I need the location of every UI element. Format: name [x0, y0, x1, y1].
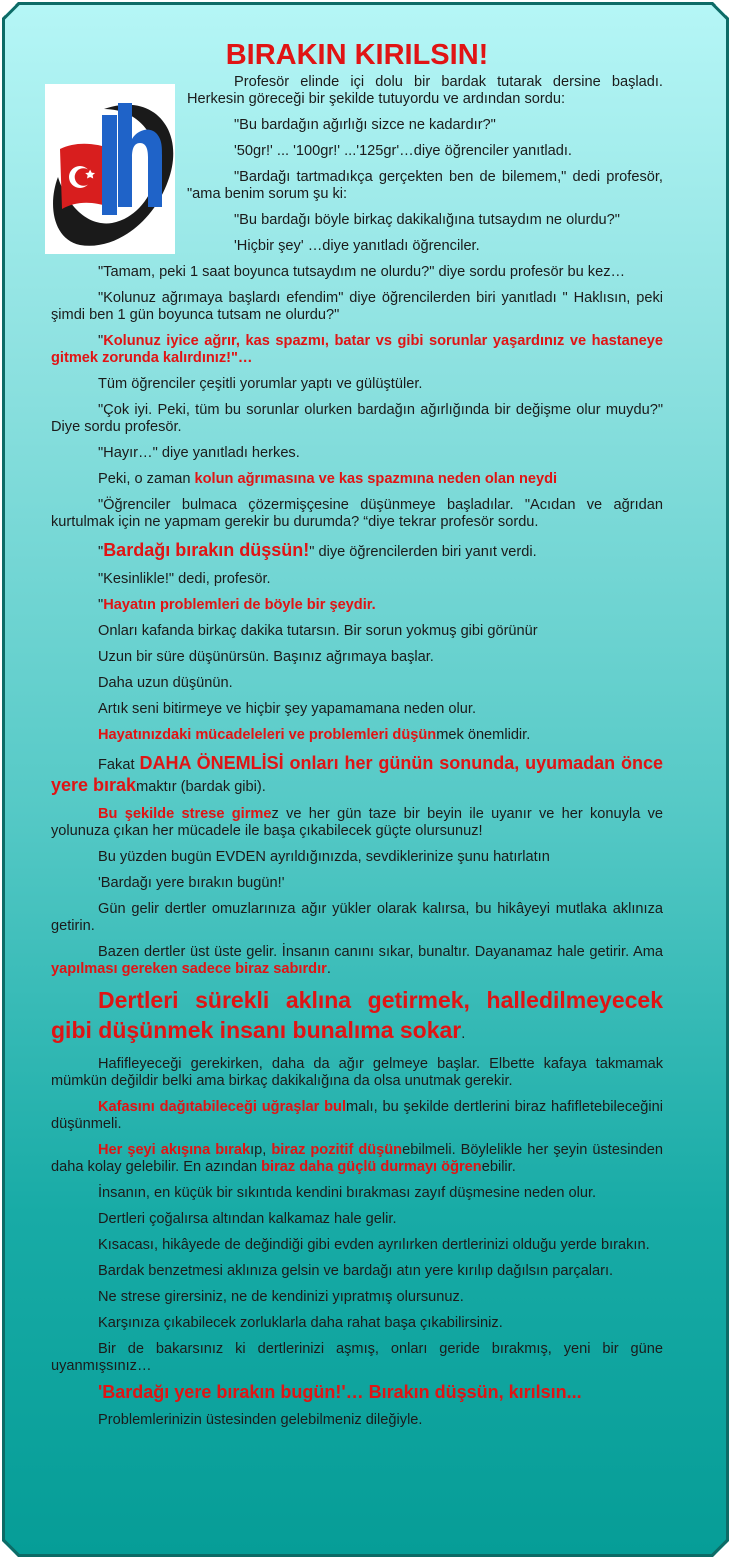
- highlighted-text: Bardağı bırakın düşsün!: [103, 540, 310, 560]
- paragraph: [51, 1315, 663, 1332]
- paragraph: [51, 376, 663, 393]
- paragraph-text: Bir de bakarsınız ki dertlerinizi aşmış, onları geride bırakmış, yeni bir güne uyanmışsınız…: [51, 1341, 663, 1374]
- paragraph: [51, 944, 663, 978]
- paragraph: [51, 901, 663, 935]
- paragraph: [51, 875, 663, 892]
- paragraph-text: Uzun bir süre düşünürsün. Başınız ağrımaya başlar.: [98, 649, 434, 665]
- paragraph: [51, 1384, 663, 1403]
- paragraph: [51, 540, 663, 562]
- paragraph-text: .: [326, 961, 331, 977]
- paragraph-text: İnsanın, en küçük bir sıkıntıda kendini bırakması zayıf düşmesine neden olur.: [98, 1185, 597, 1201]
- paragraph: [51, 333, 663, 367]
- paragraph: [51, 402, 663, 436]
- paragraph: [51, 264, 663, 281]
- paragraph-text: mek önemlidir.: [436, 727, 531, 743]
- paragraph: [51, 1099, 663, 1133]
- highlighted-text: Kolunuz iyice ağrır, kas spazmı, batar vs gibi sorunlar yaşardınız ve hastaneye gitmek zorunda kalırdınız!"…: [51, 333, 663, 366]
- paragraph-text: z ve her gün taze bir beyin ile uyanır ve her konuyla ve yolunuza çıkan her mücadele ile başa çıkabilecek güçte olursunuz!: [51, 806, 663, 839]
- paragraph: [51, 1185, 663, 1202]
- paragraph: [51, 1237, 663, 1254]
- paragraph-text: Problemlerinizin üstesinden gelebilmeniz dileğiyle.: [98, 1412, 423, 1428]
- paragraph: [51, 1289, 663, 1306]
- paragraph-text: Ne strese girersiniz, ne de kendinizi yıpratmış olursunuz.: [98, 1289, 464, 1305]
- highlighted-text: Dertleri sürekli aklına getirmek, halledilmeyecek gibi düşünmek insanı bunalıma sokar: [51, 987, 663, 1043]
- paragraph-text: Daha uzun düşünün.: [98, 675, 233, 691]
- paragraph-text: "Çok iyi. Peki, tüm bu sorunlar olurken bardağın ağırlığında bir değişme olur muydu?" Diye sordu profesör.: [51, 402, 663, 435]
- paragraph: [51, 701, 663, 718]
- paragraph-text: Onları kafanda birkaç dakika tutarsın. Bir sorun yokmuş gibi görünür: [98, 623, 538, 639]
- paragraph-text: ıp,: [250, 1142, 272, 1158]
- highlighted-text: yapılması gereken sadece biraz sabırdır: [51, 961, 327, 977]
- paragraph-text: Bardak benzetmesi aklınıza gelsin ve bardağı atın yere kırılıp dağılsın parçaları.: [98, 1263, 614, 1279]
- paragraph-text: "Hayır…" diye yanıtladı herkes.: [98, 445, 300, 461]
- paragraph-text: malı, bu şekilde dertlerini biraz hafifletebileceğini düşünmeli.: [51, 1099, 663, 1132]
- paragraph-text: Bu yüzden bugün EVDEN ayrıldığınızda, sevdiklerinize şunu hatırlatın: [98, 849, 550, 865]
- paragraph-text: Kısacası, hikâyede de değindiği gibi evden ayrılırken dertlerinizi olduğu yerde bırakın.: [98, 1237, 650, 1253]
- paragraph-text: Dertleri çoğalırsa altından kalkamaz hale gelir.: [98, 1211, 397, 1227]
- paragraph: [51, 1263, 663, 1280]
- paragraph-text: Profesör elinde içi dolu bir bardak tutarak dersine başladı. Herkesin göreceği bir şekilde tutuyordu ve ardından sordu:: [187, 74, 663, 107]
- paragraph-text: "Tamam, peki 1 saat boyunca tutsaydım ne olurdu?" diye sordu profesör bu kez…: [98, 264, 626, 280]
- paragraph: [51, 445, 663, 462]
- paragraph: [51, 649, 663, 666]
- paragraph-text: Hafifleyeceği gerekirken, daha da ağır gelmeye başlar. Elbette kafaya takmamak mümkün değildir belki ama birkaç dakikalığına da olsa unutmak gerekir.: [51, 1056, 663, 1089]
- paragraph: [51, 1412, 663, 1429]
- paragraph: [51, 497, 663, 531]
- logo-graphic: [46, 85, 174, 253]
- paragraph: [51, 1142, 663, 1176]
- paragraph-text: '50gr!' ... '100gr!' ...'125gr'…diye öğrenciler yanıtladı.: [234, 143, 572, 159]
- highlighted-text: biraz pozitif düşün: [271, 1142, 403, 1158]
- paragraph: [51, 753, 663, 797]
- paragraph-text: Peki, o zaman: [98, 471, 195, 487]
- highlighted-text: DAHA ÖNEMLİSİ onları her günün sonunda, uyumadan önce yere bırak: [51, 753, 664, 795]
- paragraph-text: .: [461, 1026, 466, 1042]
- highlighted-text: Her şeyi akışına bırak: [98, 1142, 251, 1158]
- paragraph: [51, 290, 663, 324]
- paragraph-text: ": [98, 544, 104, 560]
- paragraph: [51, 849, 663, 866]
- article: [51, 38, 663, 1438]
- paragraph: [51, 987, 663, 1047]
- paragraph-text: Artık seni bitirmeye ve hiçbir şey yapamamana neden olur.: [98, 701, 476, 717]
- logo-dh-icon: [45, 84, 175, 254]
- paragraph-text: "Bu bardağı böyle birkaç dakikalığına tutsaydım ne olurdu?": [234, 212, 620, 228]
- paragraph: [51, 1056, 663, 1090]
- paragraph: [51, 1211, 663, 1228]
- article-body: [51, 74, 663, 1429]
- highlighted-text: 'Bardağı yere bırakın bugün!'… Bırakın düşsün, kırılsın...: [98, 1382, 582, 1402]
- paragraph: [51, 571, 663, 588]
- paragraph-text: Fakat: [98, 757, 140, 773]
- paragraph: [51, 623, 663, 640]
- paragraph-text: "Kesinlikle!" dedi, profesör.: [98, 571, 271, 587]
- highlighted-text: kolun ağrımasına ve kas spazmına neden olan neydi: [194, 471, 558, 487]
- paragraph: [51, 471, 663, 488]
- paragraph: [51, 597, 663, 614]
- highlighted-text: biraz daha güçlü durmayı öğren: [261, 1159, 482, 1175]
- paragraph-text: "Kolunuz ağrımaya başlardı efendim" diye öğrencilerden biri yanıtladı " Haklısın, peki şimdi ben 1 gün boyunca tutsam ne olurdu?": [51, 290, 663, 323]
- paragraph-text: "Bu bardağın ağırlığı sizce ne kadardır?": [234, 117, 496, 133]
- highlighted-text: Kafasını dağıtabileceği uğraşlar bul: [98, 1099, 347, 1115]
- paragraph-text: 'Bardağı yere bırakın bugün!': [98, 875, 285, 891]
- paragraph: [51, 806, 663, 840]
- page-title: BIRAKIN KIRILSIN!: [225, 39, 489, 71]
- paragraph-text: Gün gelir dertler omuzlarınıza ağır yükler olarak kalırsa, bu hikâyeyi mutlaka aklınıza getirin.: [51, 901, 663, 934]
- paragraph-text: "Bardağı tartmadıkça gerçekten ben de bilemem," dedi profesör, "ama benim sorum şu ki:: [187, 169, 663, 202]
- paragraph-text: Bazen dertler üst üste gelir. İnsanın canını sıkar, bunaltır. Dayanamaz hale getirir. Ama: [98, 944, 663, 960]
- paragraph-text: Karşınıza çıkabilecek zorluklarla daha rahat başa çıkabilirsiniz.: [98, 1315, 503, 1331]
- highlighted-text: Hayatın problemleri de böyle bir şeydir.: [103, 597, 376, 613]
- paragraph-text: ebilmeli. Böylelikle her şeyin üstesinden daha kolay gelebilir. En azından: [51, 1142, 663, 1175]
- paragraph: [51, 727, 663, 744]
- paragraph: [51, 675, 663, 692]
- paragraph: [51, 1341, 663, 1375]
- paragraph-text: 'Hiçbir şey' …diye yanıtladı öğrenciler.: [234, 238, 480, 254]
- highlighted-text: Hayatınızdaki mücadeleleri ve problemleri düşün: [98, 727, 437, 743]
- paragraph-text: ": [98, 597, 104, 613]
- paragraph-text: " diye öğrencilerden biri yanıt verdi.: [309, 544, 537, 560]
- paragraph-text: maktır (bardak gibi).: [136, 779, 266, 795]
- highlighted-text: Bu şekilde strese girme: [98, 806, 272, 822]
- paragraph-text: ": [98, 333, 104, 349]
- paragraph-text: "Öğrenciler bulmaca çözermişçesine düşünmeye başladılar. "Acıdan ve ağrıdan kurtulmak için ne yapmam gerekir bu durumda? “diye tekrar profesör sordu.: [51, 497, 663, 530]
- paragraph-text: Tüm öğrenciler çeşitli yorumlar yaptı ve gülüştüler.: [98, 376, 423, 392]
- paragraph-text: ebilir.: [481, 1159, 516, 1175]
